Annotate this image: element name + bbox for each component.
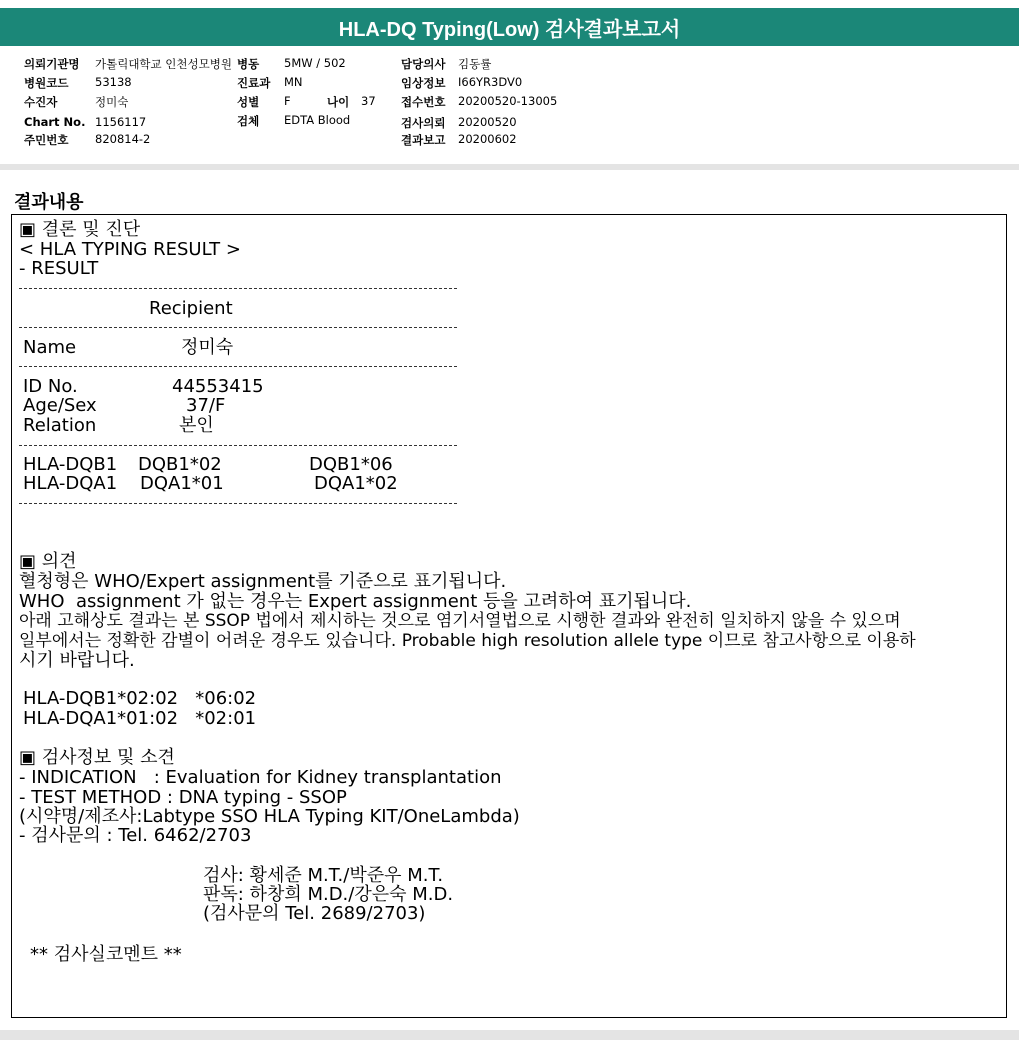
clinical-label: 임상정보 (401, 76, 446, 90)
request-value: 20200520 (458, 115, 517, 129)
patient-value: 정미숙 (95, 95, 129, 109)
report-title: HLA-DQ Typing(Low) 검사결과보고서 (0, 8, 1019, 46)
result-heading: - RESULT (19, 258, 99, 279)
age-sex-label: Age/Sex (23, 395, 97, 416)
relation-value: 본인 (179, 415, 214, 436)
patient-label: 수진자 (24, 95, 58, 109)
ward-label: 병동 (237, 57, 260, 71)
reagent-line: (시약명/제조사:Labtype SSO HLA Typing KIT/OneLambda) (19, 806, 520, 827)
dashed-rule (19, 366, 457, 367)
id-value: 44553415 (172, 376, 264, 397)
age-value: 37 (361, 94, 376, 108)
opinion-line: 아래 고해상도 결과는 본 SSOP 법에서 제시하는 것으로 염기서열법으로 시행한 결과와 완전히 일치하지 않을 수 있으며 (19, 611, 901, 631)
ward-value: 5MW / 502 (284, 56, 346, 70)
patient-info-block (0, 52, 1019, 162)
name-label: Name (23, 337, 77, 358)
lab-comment: ** 검사실코멘트 ** (30, 944, 182, 965)
high-res-dqb1: HLA-DQB1*02:02 *06:02 (23, 688, 257, 709)
opinion-line: 시기 바랍니다. (19, 650, 135, 671)
dashed-rule (19, 445, 457, 446)
dqa1-locus: HLA-DQA1 (23, 473, 118, 494)
specimen-value: EDTA Blood (284, 113, 351, 127)
tester-line: 검사: 황세준 M.T./박준우 M.T. (203, 865, 444, 886)
doctor-value: 김동률 (458, 57, 492, 71)
dqa1-allele-1: DQA1*01 (140, 473, 224, 494)
sex-value: F (284, 94, 291, 108)
bottom-band (0, 1030, 1019, 1040)
id-label: ID No. (23, 376, 78, 397)
institution-label: 의뢰기관명 (24, 57, 80, 71)
report-date-label: 결과보고 (401, 133, 446, 147)
inquiry-line: - 검사문의 : Tel. 6462/2703 (19, 825, 252, 846)
dashed-rule (19, 503, 457, 504)
report-date-value: 20200602 (458, 132, 517, 146)
dqb1-locus: HLA-DQB1 (23, 454, 118, 475)
dqb1-allele-1: DQB1*02 (138, 454, 222, 475)
section-title: 결과내용 (14, 192, 84, 213)
specimen-label: 검체 (237, 114, 260, 128)
chart-label: Chart No. (24, 115, 86, 129)
dept-label: 진료과 (237, 76, 271, 90)
indication-line: - INDICATION : Evaluation for Kidney transplantation (19, 767, 502, 788)
sex-label: 성별 (237, 95, 260, 109)
opinion-header: ▣ 의견 (19, 551, 77, 572)
dashed-rule (19, 288, 457, 289)
dqa1-allele-2: DQA1*02 (314, 473, 398, 494)
hospital-code-label: 병원코드 (24, 76, 69, 90)
inquiry2-line: (검사문의 Tel. 2689/2703) (203, 903, 426, 924)
typing-result-heading: < HLA TYPING RESULT > (19, 239, 241, 260)
clinical-value: I66YR3DV0 (458, 75, 523, 89)
hospital-code-value: 53138 (95, 75, 132, 89)
dept-value: MN (284, 75, 303, 89)
institution-value: 가톨릭대학교 인천성모병원 (95, 57, 232, 71)
method-line: - TEST METHOD : DNA typing - SSOP (19, 787, 347, 808)
high-res-dqa1: HLA-DQA1*01:02 *02:01 (23, 708, 257, 729)
dashed-rule (19, 327, 457, 328)
opinion-line: 혈청형은 WHO/Expert assignment를 기준으로 표기됩니다. (19, 571, 507, 592)
name-value: 정미숙 (181, 337, 234, 358)
recipient-heading: Recipient (149, 298, 233, 319)
age-label: 나이 (327, 95, 350, 109)
resident-label: 주민번호 (24, 133, 69, 147)
receipt-value: 20200520-13005 (458, 94, 558, 108)
opinion-line: 일부에서는 정확한 감별이 어려운 경우도 있습니다. Probable high resolution allele type 이므로 참고사항으로 이용하 (19, 631, 916, 651)
opinion-line: WHO assignment 가 없는 경우는 Expert assignment 등을 고려하여 표기됩니다. (19, 591, 692, 612)
info-header: ▣ 검사정보 및 소견 (19, 747, 175, 768)
separator-band (0, 164, 1019, 170)
dqb1-allele-2: DQB1*06 (309, 454, 393, 475)
chart-value: 1156117 (95, 115, 147, 129)
age-sex-value: 37/F (186, 395, 226, 416)
relation-label: Relation (23, 415, 97, 436)
request-label: 검사의뢰 (401, 116, 446, 130)
conclusion-header: ▣ 결론 및 진단 (19, 219, 141, 240)
reader-line: 판독: 하창희 M.D./강은숙 M.D. (203, 884, 454, 905)
doctor-label: 담당의사 (401, 57, 446, 71)
receipt-label: 접수번호 (401, 95, 446, 109)
resident-value: 820814-2 (95, 132, 151, 146)
